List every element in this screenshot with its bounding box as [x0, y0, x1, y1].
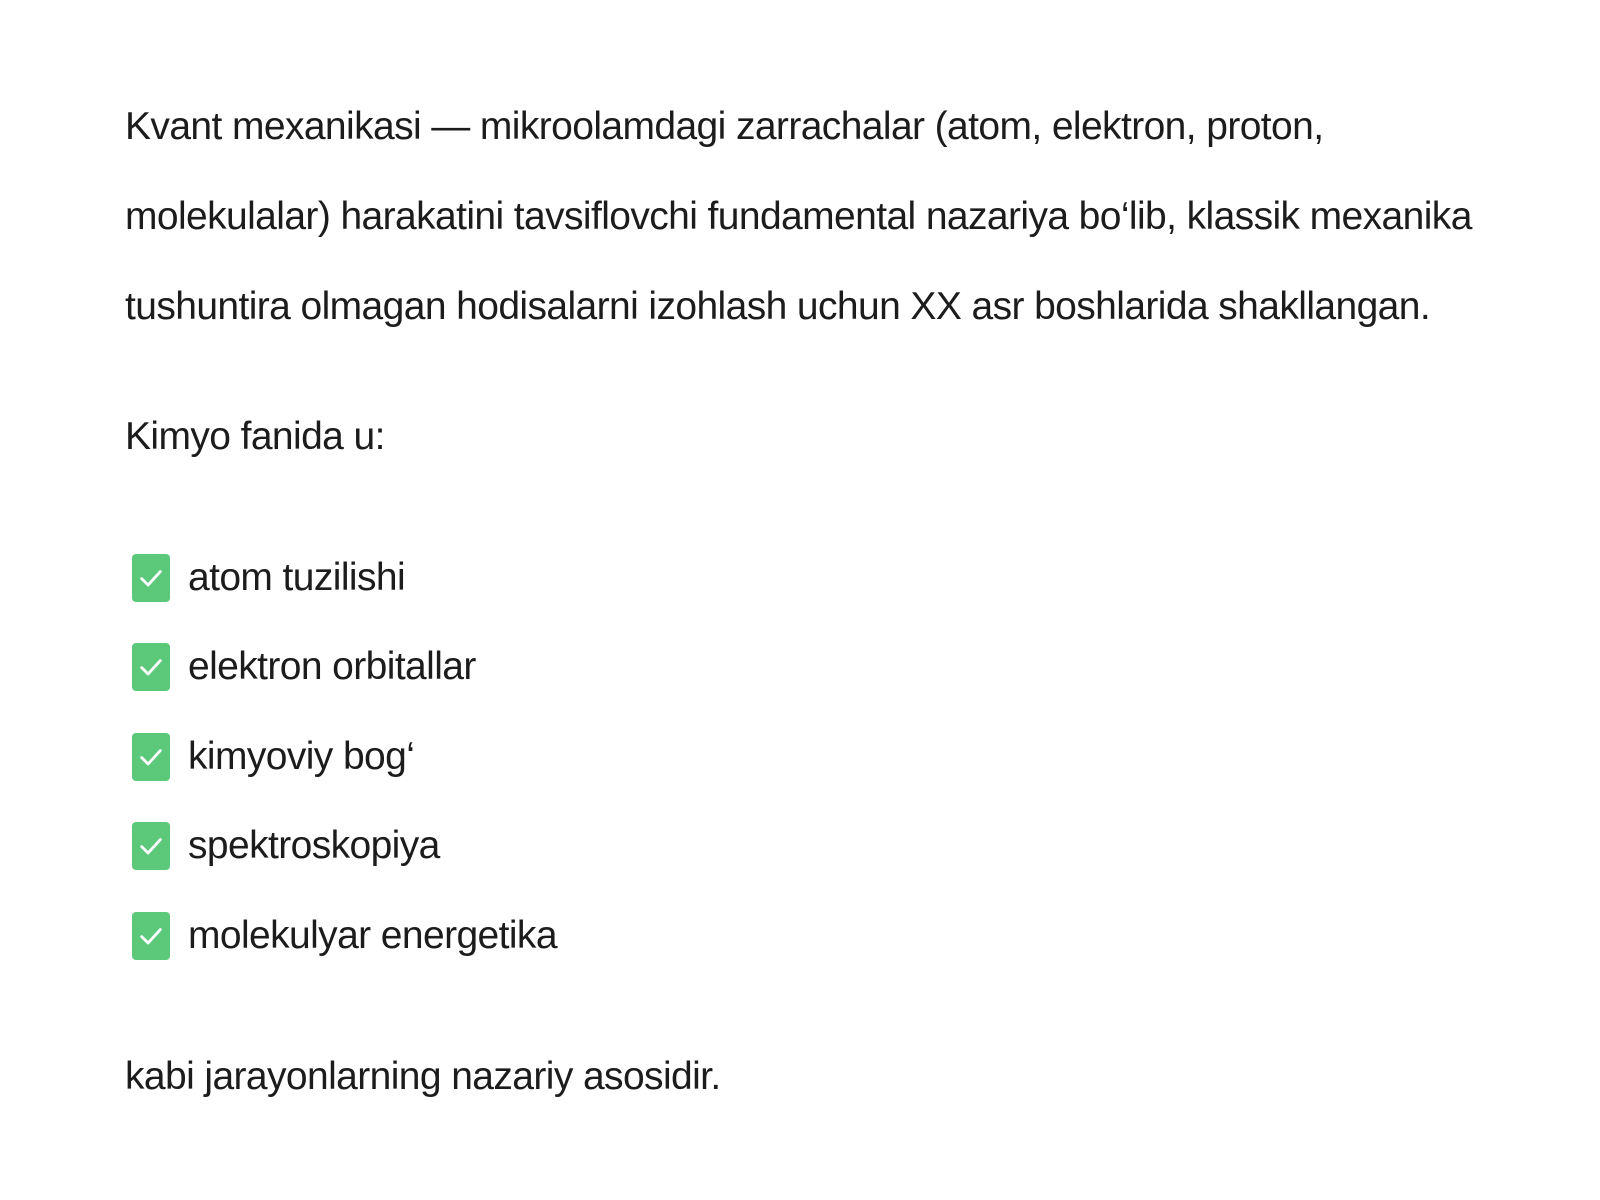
- list-item-label: molekulyar energetika: [188, 913, 557, 957]
- check-mark-icon: [132, 643, 170, 691]
- list-item: [125, 623, 557, 713]
- list-item: [125, 712, 557, 802]
- list-item-label: spektroskopiya: [188, 824, 440, 868]
- check-mark-icon: [132, 733, 170, 781]
- check-mark-icon: [132, 912, 170, 960]
- check-mark-icon: [132, 554, 170, 602]
- list-item-label: atom tuzilishi: [188, 555, 406, 599]
- list-item-label: elektron orbitallar: [188, 645, 476, 689]
- list-item-label: kimyoviy bog‘: [188, 734, 415, 778]
- lead-text: Kimyo fanida u:: [125, 415, 385, 458]
- list-item: [125, 533, 557, 623]
- intro-paragraph: Kvant mexanikasi — mikroolamdagi zarrachalar (atom, elektron, proton, molekulalar) harakatini tavsiflovchi fundamental nazariya bo‘lib, klassik mexanika tushuntira olmagan hodisalarni izohlash uchun XX asr boshlarida shakllangan.: [125, 105, 1472, 328]
- check-mark-icon: [132, 822, 170, 870]
- outro-paragraph: kabi jarayonlarning nazariy asosidir.: [125, 1055, 721, 1098]
- checklist: [125, 533, 557, 981]
- list-item: [125, 802, 557, 892]
- list-item: [125, 891, 557, 981]
